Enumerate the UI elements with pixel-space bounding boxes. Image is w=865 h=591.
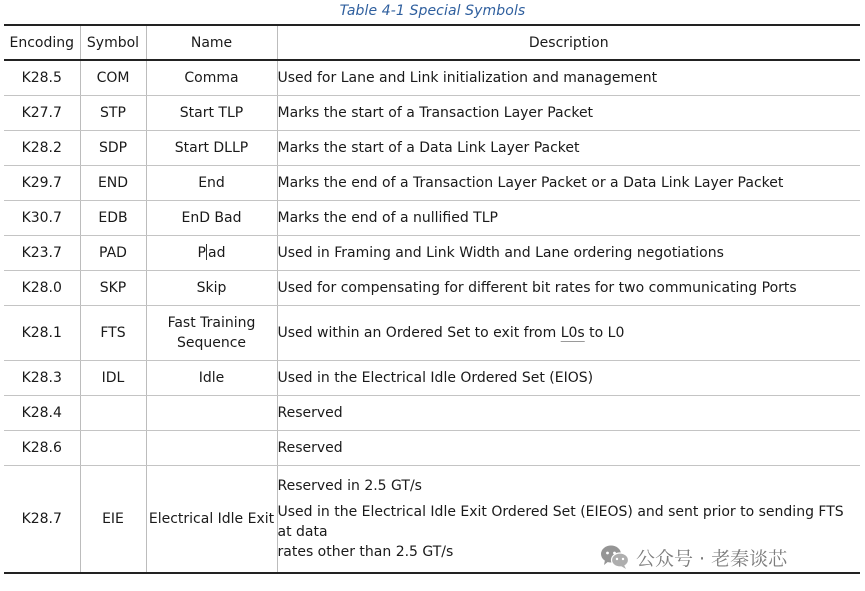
cell-name: Idle bbox=[146, 360, 277, 395]
table-row bbox=[4, 60, 860, 95]
cell-name: Skip bbox=[146, 270, 277, 305]
table-row bbox=[4, 130, 860, 165]
description-line-3: rates other than 2.5 GT/s bbox=[277, 543, 454, 560]
header-description: Description bbox=[277, 25, 860, 60]
table-row bbox=[4, 200, 860, 235]
cell-symbol: PAD bbox=[80, 235, 146, 270]
cell-description: Marks the end of a nullified TLP bbox=[277, 200, 860, 235]
cell-name: EnD Bad bbox=[146, 200, 277, 235]
cell-symbol: END bbox=[80, 165, 146, 200]
cell-encoding: K30.7 bbox=[4, 200, 80, 235]
table-caption: Table 4-1 Special Symbols bbox=[339, 3, 526, 19]
cell-description bbox=[277, 305, 860, 360]
cell-encoding: K28.2 bbox=[4, 130, 80, 165]
cell-encoding: K28.5 bbox=[4, 60, 80, 95]
cell-encoding: K23.7 bbox=[4, 235, 80, 270]
cell-name: Comma bbox=[146, 60, 277, 95]
wechat-icon bbox=[600, 544, 630, 570]
table-row bbox=[4, 305, 860, 360]
cell-encoding: K27.7 bbox=[4, 95, 80, 130]
cell-description: Used in the Electrical Idle Ordered Set (EIOS) bbox=[277, 360, 860, 395]
cell-symbol bbox=[80, 395, 146, 430]
cell-name: End bbox=[146, 165, 277, 200]
cell-encoding: K28.1 bbox=[4, 305, 80, 360]
cell-encoding: K28.4 bbox=[4, 395, 80, 430]
watermark-text: 公众号 · 老秦谈芯 bbox=[636, 547, 788, 570]
header-symbol: Symbol bbox=[80, 25, 146, 60]
cell-symbol: IDL bbox=[80, 360, 146, 395]
cell-encoding: K28.6 bbox=[4, 430, 80, 465]
name-line-1: Fast Training bbox=[167, 314, 256, 331]
cell-description: Used for Lane and Link initialization and management bbox=[277, 60, 860, 95]
cell-name[interactable] bbox=[146, 235, 277, 270]
name-line-2: Sequence bbox=[176, 334, 247, 351]
cell-name bbox=[146, 430, 277, 465]
cell-description: Used for compensating for different bit rates for two communicating Ports bbox=[277, 270, 860, 305]
cell-symbol: SKP bbox=[80, 270, 146, 305]
cell-description: Used in Framing and Link Width and Lane ordering negotiations bbox=[277, 235, 860, 270]
cell-symbol: COM bbox=[80, 60, 146, 95]
table-row bbox=[4, 235, 860, 270]
table-row bbox=[4, 395, 860, 430]
cell-symbol: STP bbox=[80, 95, 146, 130]
cell-name: Electrical Idle Exit bbox=[146, 465, 277, 573]
cell-name: Start TLP bbox=[146, 95, 277, 130]
name-text-end: ad bbox=[207, 245, 226, 261]
cell-encoding: K29.7 bbox=[4, 165, 80, 200]
cell-description: Reserved bbox=[277, 395, 860, 430]
cell-name: Start DLLP bbox=[146, 130, 277, 165]
table-row bbox=[4, 270, 860, 305]
cell-symbol: FTS bbox=[80, 305, 146, 360]
cell-description: Marks the start of a Transaction Layer Packet bbox=[277, 95, 860, 130]
table-row bbox=[4, 430, 860, 465]
cell-symbol: EIE bbox=[80, 465, 146, 573]
cell-symbol: SDP bbox=[80, 130, 146, 165]
cell-name bbox=[146, 395, 277, 430]
cell-description: Reserved bbox=[277, 430, 860, 465]
cell-symbol: EDB bbox=[80, 200, 146, 235]
name-text-start: P bbox=[197, 245, 206, 261]
cell-name bbox=[146, 305, 277, 360]
description-line-1: Reserved in 2.5 GT/s bbox=[277, 477, 422, 494]
description-text-a: Used within an Ordered Set to exit from bbox=[277, 324, 561, 341]
cell-encoding: K28.7 bbox=[4, 465, 80, 573]
header-encoding: Encoding bbox=[4, 25, 80, 60]
table-row bbox=[4, 360, 860, 395]
table-header-row bbox=[4, 25, 860, 60]
header-name: Name bbox=[146, 25, 277, 60]
cell-encoding: K28.0 bbox=[4, 270, 80, 305]
table-row bbox=[4, 95, 860, 130]
watermark bbox=[600, 542, 787, 572]
cell-description: Marks the end of a Transaction Layer Packet or a Data Link Layer Packet bbox=[277, 165, 860, 200]
description-line-2: Used in the Electrical Idle Exit Ordered Set (EIEOS) and sent prior to sending FTS at data bbox=[277, 503, 844, 540]
table-row bbox=[4, 165, 860, 200]
description-text-l0s: L0s bbox=[560, 324, 585, 341]
cell-description: Marks the start of a Data Link Layer Packet bbox=[277, 130, 860, 165]
cell-symbol bbox=[80, 430, 146, 465]
special-symbols-table bbox=[4, 24, 860, 574]
description-text-b: to L0 bbox=[584, 324, 625, 341]
cell-encoding: K28.3 bbox=[4, 360, 80, 395]
